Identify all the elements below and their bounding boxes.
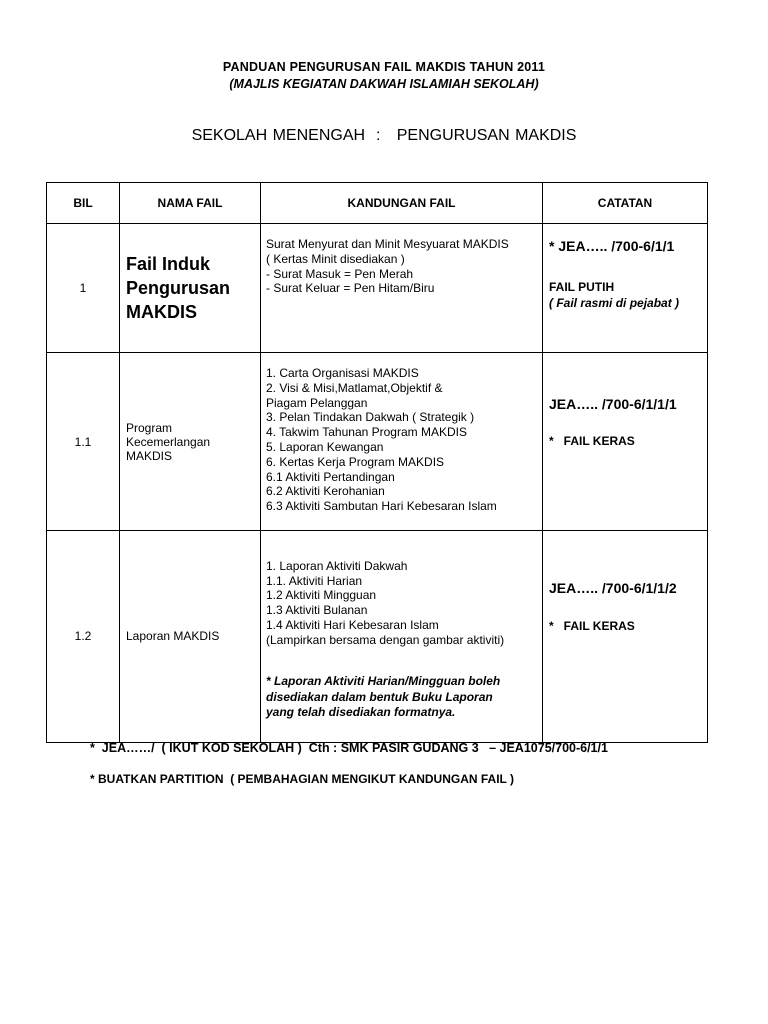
header-kandungan-fail: KANDUNGAN FAIL: [261, 183, 543, 224]
catatan-note: ( Fail rasmi di pejabat ): [549, 296, 680, 310]
table-header-row: [47, 183, 708, 224]
cell-catatan: [543, 224, 708, 353]
footnote-code: * JEA……/ ( IKUT KOD SEKOLAH ) Cth : SMK PASIR GUDANG 3 – JEA1075/700-6/1/1: [90, 741, 608, 755]
cell-bil: 1.1: [47, 353, 120, 531]
cell-kandungan: [261, 531, 543, 743]
header-bil: BIL: [47, 183, 120, 224]
cell-nama-fail: Program Kecemerlangan MAKDIS: [120, 353, 261, 531]
cell-bil: 1: [47, 224, 120, 353]
header-nama-fail: NAMA FAIL: [120, 183, 261, 224]
document-title: PANDUAN PENGURUSAN FAIL MAKDIS TAHUN 2011: [222, 60, 546, 74]
file-table: [46, 182, 708, 743]
header-catatan: CATATAN: [543, 183, 708, 224]
cell-bil: 1.2: [47, 531, 120, 743]
catatan-fail-type: FAIL PUTIH: [549, 280, 615, 294]
catatan-code: * JEA….. /700-6/1/1: [549, 238, 675, 254]
footnote-partition: * BUATKAN PARTITION ( PEMBAHAGIAN MENGIKUT KANDUNGAN FAIL ): [90, 772, 514, 786]
table-row: [47, 531, 708, 743]
catatan-code: JEA….. /700-6/1/1/2: [549, 580, 677, 596]
document-subtitle: (MAJLIS KEGIATAN DAKWAH ISLAMIAH SEKOLAH): [229, 77, 539, 91]
cell-nama-fail: Laporan MAKDIS: [120, 531, 261, 743]
kandungan-list: 1. Laporan Aktiviti Dakwah 1.1. Aktiviti Harian 1.2 Aktiviti Mingguan 1.3 Aktiviti Bulanan 1.4 Aktiviti Hari Kebesaran Islam (Lampirkan bersama dengan gambar aktiviti): [266, 558, 505, 647]
cell-kandungan: Surat Menyurat dan Minit Mesyuarat MAKDIS ( Kertas Minit disediakan ) - Surat Masuk = Pen Merah - Surat Keluar = Pen Hitam/Biru: [261, 224, 543, 353]
catatan-code: JEA….. /700-6/1/1/1: [549, 396, 677, 412]
kandungan-note: * Laporan Aktiviti Harian/Mingguan boleh disediakan dalam bentuk Buku Laporan yang telah disediakan formatnya.: [266, 674, 501, 720]
cell-catatan: [543, 531, 708, 743]
table-row: [47, 353, 708, 531]
table-row: [47, 224, 708, 353]
cell-nama-fail: Fail Induk Pengurusan MAKDIS: [120, 224, 261, 353]
cell-kandungan: 1. Carta Organisasi MAKDIS 2. Visi & Misi,Matlamat,Objektif & Piagam Pelanggan 3. Pelan Tindakan Dakwah ( Strategik ) 4. Takwim Tahunan Program MAKDIS 5. Laporan Kewangan 6. Kertas Kerja Program MAKDIS 6.1 Aktiviti Pertandingan 6.2 Aktiviti Kerohanian 6.3 Aktiviti Sambutan Hari Kebesaran Islam: [261, 353, 543, 531]
catatan-fail-type: * FAIL KERAS: [549, 434, 635, 448]
catatan-fail-type: * FAIL KERAS: [549, 619, 635, 633]
cell-catatan: [543, 353, 708, 531]
section-heading: SEKOLAH MENENGAH : PENGURUSAN MAKDIS: [191, 127, 577, 144]
